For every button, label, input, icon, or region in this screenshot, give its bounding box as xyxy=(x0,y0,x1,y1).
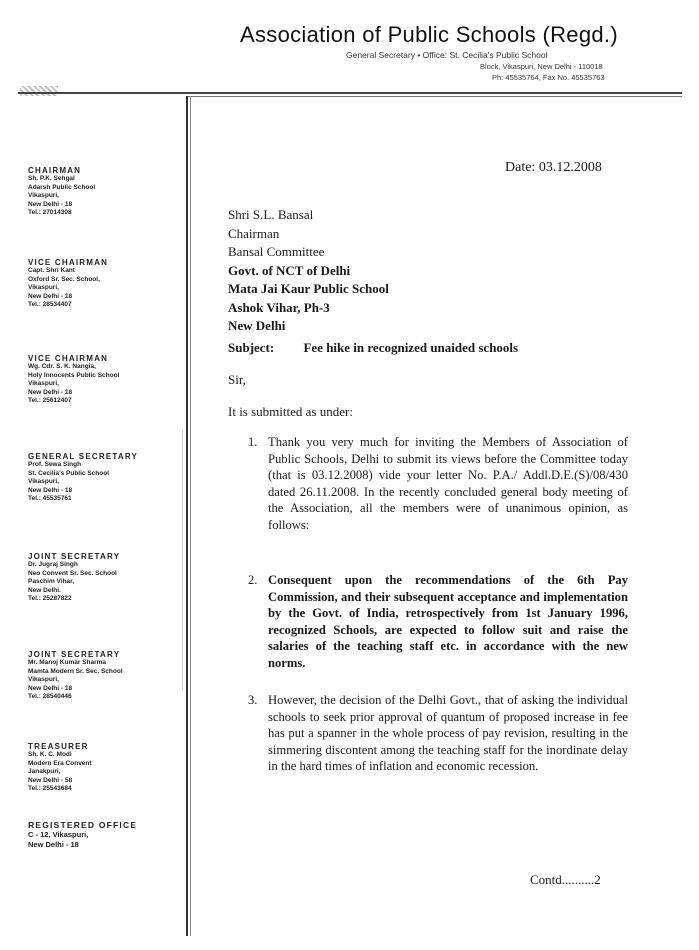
office-detail: New Delhi - 18 xyxy=(28,200,73,208)
scan-smudge xyxy=(20,86,58,96)
office-role: REGISTERED OFFICE xyxy=(28,820,138,830)
office-role: JOINT SECRETARY xyxy=(28,552,121,561)
sidebar-divider-thin xyxy=(190,96,191,936)
office-bearer-block xyxy=(28,354,178,406)
office-detail: Wg. Cdr. S. K. Nangia, xyxy=(28,363,96,370)
office-detail: Tel.: 28534407 xyxy=(28,301,72,309)
office-detail: New Delhi - 18 xyxy=(28,292,73,300)
office-bearer-block xyxy=(28,650,178,702)
paragraph-number: 2. xyxy=(248,573,258,587)
office-role: JOINT SECRETARY xyxy=(28,650,121,659)
office-detail: Tel.: 28540446 xyxy=(28,693,72,701)
office-detail: Tel.: 25612407 xyxy=(28,397,72,405)
paragraph-text: Thank you very much for inviting the Members of Association of Public Schools, Delhi to submit its views before the Committee today (that is 03.12.2008) vide your letter No. P.A./ Addl.D.E.(S)/08/430 dated 26.11.2008. In the recently concluded general body meeting of the Association, all the members were of unanimous opinion, as follows: xyxy=(268,435,628,532)
office-detail: New Delhi - 58 xyxy=(28,776,73,784)
address-line: Govt. of NCT of Delhi xyxy=(228,262,351,278)
office-detail: Janakpuri, xyxy=(28,768,61,776)
office-detail: Capt. Shri Kant xyxy=(28,267,75,274)
office-detail: Vikaspuri, xyxy=(28,284,59,292)
office-role: VICE CHAIRMAN xyxy=(28,354,109,363)
address-line: Block, Vikaspuri, New Delhi - 110018 xyxy=(480,62,603,71)
paragraph-text: However, the decision of the Delhi Govt., that of asking the individual schools to seek prior approval of quantum of proposed increase in fee has put a spanner in the whole process of pay revision, resulting in the simmering discontent among the teaching staff for the inordinate delay in the hard times of inflation and economic recession. xyxy=(268,693,628,774)
paragraph-text: Consequent upon the recommendations of the 6th Pay Commission, and their subsequent acceptance and implementation by the Govt. of India, retrospectively from 1st January 1996, recognized Schools, are expected to follow suit and raise the salaries of the teaching staff etc. in accordance with the new norms. xyxy=(268,573,628,670)
address-line: New Delhi xyxy=(228,318,286,333)
office-detail: New Delhi - 18 xyxy=(28,840,79,849)
address-line: Chairman xyxy=(228,225,280,241)
header-divider xyxy=(18,92,682,94)
sidebar-divider xyxy=(186,96,188,936)
office-detail: New Delhi. xyxy=(28,586,61,594)
office-role: GENERAL SECRETARY xyxy=(28,452,139,461)
address-line: Shri S.L. Bansal xyxy=(228,207,314,222)
office-detail: Tel.: 27014308 xyxy=(28,209,72,217)
scan-mark xyxy=(182,430,183,690)
office-detail: Vikaspuri, xyxy=(28,192,59,200)
letter-date: Date: 03.12.2008 xyxy=(505,160,602,175)
office-detail: Holy Innocents Public School xyxy=(28,371,120,379)
office-detail: C - 12, Vikaspuri, xyxy=(28,830,89,839)
office-detail: New Delhi - 18 xyxy=(28,486,73,494)
office-bearer-block xyxy=(28,452,178,504)
office-detail: Tel.: 25287822 xyxy=(28,595,72,603)
office-detail: Sh. K. C. Modi xyxy=(28,751,72,758)
office-bearer-block xyxy=(28,820,178,850)
office-bearer-block xyxy=(28,258,178,310)
continued-marker: Contd..........2 xyxy=(530,872,601,887)
subject-label: Subject: xyxy=(228,340,275,355)
paragraph-number: 3. xyxy=(248,693,258,707)
office-line: General Secretary • Office: St. Cecilia's Public School xyxy=(346,50,548,60)
organization-name: Association of Public Schools (Regd.) xyxy=(240,22,618,47)
office-detail: Sh. P.K. Sehgal xyxy=(28,175,75,182)
office-detail: New Delhi - 18 xyxy=(28,388,73,396)
office-detail: Tel.: 25543684 xyxy=(28,785,72,793)
subject-text: Fee hike in recognized unaided schools xyxy=(303,340,519,355)
office-detail: Mamta Modern Sr. Sec. School xyxy=(28,667,123,675)
intro-text: It is submitted as under: xyxy=(228,404,353,419)
paragraph-number: 1. xyxy=(248,435,258,449)
office-detail: Prof. Sewa Singh xyxy=(28,461,82,468)
office-detail: Tel.: 45535761 xyxy=(28,495,72,503)
salutation: Sir, xyxy=(228,372,246,387)
phone-line: Ph: 45535764, Fax No. 45535763 xyxy=(492,73,605,82)
subject-line xyxy=(228,340,518,356)
header-divider-thin xyxy=(186,96,682,97)
office-detail: Adarsh Public School xyxy=(28,183,96,191)
office-detail: Neo Convent Sr. Sec. School xyxy=(28,569,117,577)
office-role: CHAIRMAN xyxy=(28,166,82,175)
recipient-address xyxy=(228,206,389,336)
office-detail: Vikaspuri, xyxy=(28,676,59,684)
office-bearer-block xyxy=(28,742,178,794)
office-detail: Dr. Jugraj Singh xyxy=(28,561,78,568)
paragraph-2 xyxy=(248,572,628,672)
address-line: Mata Jai Kaur Public School xyxy=(228,281,389,296)
office-detail: Vikaspuri, xyxy=(28,380,59,388)
office-bearer-block xyxy=(28,552,178,604)
office-role: VICE CHAIRMAN xyxy=(28,258,109,267)
office-detail: Paschim Vihar, xyxy=(28,578,75,586)
paragraph-3 xyxy=(248,692,628,775)
address-line: Bansal Committee xyxy=(228,244,325,259)
office-detail: Modern Era Convent xyxy=(28,759,92,767)
office-detail: Mr. Manoj Kumar Sharma xyxy=(28,659,107,666)
office-role: TREASURER xyxy=(28,742,89,751)
office-bearer-block xyxy=(28,166,178,218)
office-detail: St. Cecilia's Public School xyxy=(28,469,110,477)
paragraph-1 xyxy=(248,434,628,534)
office-detail: Vikaspuri, xyxy=(28,478,59,486)
office-detail: New Delhi - 18 xyxy=(28,684,73,692)
office-detail: Oxford Sr. Sec. School, xyxy=(28,275,100,283)
address-line: Ashok Vihar, Ph-3 xyxy=(228,299,330,315)
